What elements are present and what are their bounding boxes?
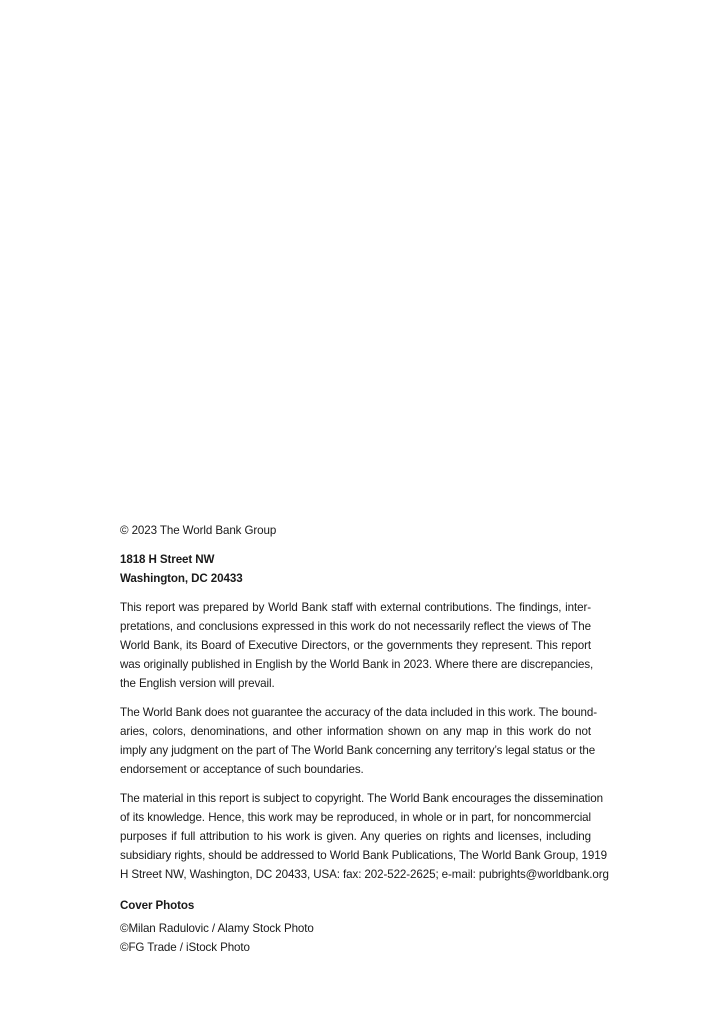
disclaimer-paragraph-1 [120, 598, 594, 693]
cover-photos-heading: Cover Photos [120, 899, 195, 912]
text-line: imply any judgment on the part of The World Bank concerning any territory’s legal status or the [120, 744, 596, 757]
photo-credit: ©Milan Radulovic / Alamy Stock Photo [120, 922, 314, 935]
text-line: of its knowledge. Hence, this work may be reproduced, in whole or in part, for noncommercial [120, 811, 591, 824]
text-line: the English version will prevail. [120, 677, 275, 690]
text-line: endorsement or acceptance of such boundaries. [120, 763, 364, 776]
text-line: purposes if full attribution to his work is given. Any queries on rights and licenses, including [120, 830, 591, 843]
disclaimer-paragraph-2 [120, 703, 597, 779]
address [120, 550, 591, 588]
cover-photos [120, 896, 591, 957]
copyright-text: © 2023 The World Bank Group [120, 524, 277, 537]
text-line: aries, colors, denominations, and other information shown on any map in this work do not [120, 725, 591, 738]
text-line: H Street NW, Washington, DC 20433, USA: fax: 202-522-2625; e-mail: pubrights@worldbank.org [120, 868, 609, 881]
text-line: was originally published in English by the World Bank in 2023. Where there are discrepancies, [120, 658, 594, 671]
text-line: The material in this report is subject to copyright. The World Bank encourages the dissemination [120, 792, 603, 805]
rights-paragraph [120, 789, 609, 884]
text-line: subsidiary rights, should be addressed to World Bank Publications, The World Bank Group, 1919 [120, 849, 607, 862]
text-line: pretations, and conclusions expressed in this work do not necessarily reflect the views of The [120, 620, 591, 633]
text-line: This report was prepared by World Bank staff with external contributions. The findings, inter- [120, 601, 591, 614]
text-line: World Bank, its Board of Executive Directors, or the governments they represent. This report [120, 639, 591, 652]
address-line: 1818 H Street NW [120, 553, 215, 566]
copyright-notice [120, 521, 591, 540]
address-line: Washington, DC 20433 [120, 572, 243, 585]
text-line: The World Bank does not guarantee the accuracy of the data included in this work. The bound- [120, 706, 597, 719]
photo-credit: ©FG Trade / iStock Photo [120, 941, 250, 954]
